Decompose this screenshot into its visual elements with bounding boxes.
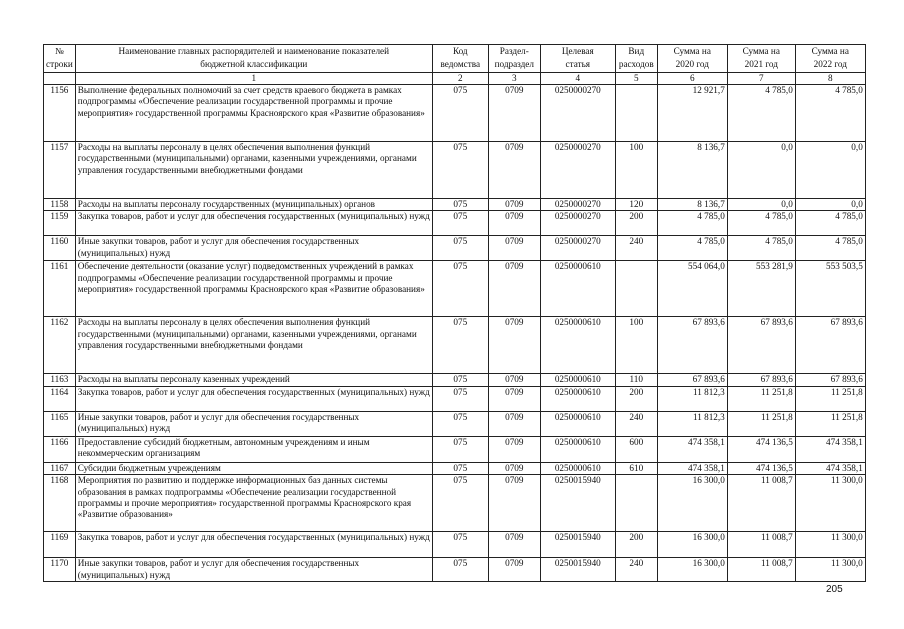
cell-sum-2022: 0,0: [795, 199, 865, 211]
cell-sum-2021: 11 251,8: [727, 411, 795, 436]
cell-section: 0709: [488, 236, 540, 261]
column-number: [44, 73, 76, 85]
cell-name: Расходы на выплаты персоналу казенных учреждений: [75, 374, 432, 386]
cell-sum-2021: 11 008,7: [727, 475, 795, 532]
column-number: 5: [615, 73, 657, 85]
header-sum-2022: Сумма на 2022 год: [795, 45, 865, 73]
cell-sum-2021: 67 893,6: [727, 374, 795, 386]
cell-sum-2022: 4 785,0: [795, 211, 865, 236]
cell-target-article: 0250015940: [540, 475, 615, 532]
column-number: 7: [727, 73, 795, 85]
cell-sum-2020: 16 300,0: [657, 558, 727, 582]
table-row: [44, 236, 866, 261]
header-sum-2021: Сумма на 2021 год: [727, 45, 795, 73]
cell-section: 0709: [488, 558, 540, 582]
cell-expense-kind: 240: [615, 411, 657, 436]
cell-dept-code: 075: [432, 374, 488, 386]
cell-row-number: 1166: [44, 436, 76, 462]
column-number: 8: [795, 73, 865, 85]
cell-name: Закупка товаров, работ и услуг для обеспечения государственных (муниципальных) нужд: [75, 386, 432, 411]
table-row: [44, 142, 866, 199]
cell-sum-2022: 11 300,0: [795, 558, 865, 582]
table-row: [44, 411, 866, 436]
cell-name: Расходы на выплаты персоналу в целях обеспечения выполнения функций государственными (муниципальными) органами, казенными учреждениями, органами управления государственными внебюджетными фондами: [75, 317, 432, 374]
cell-sum-2022: 11 251,8: [795, 411, 865, 436]
cell-row-number: 1161: [44, 261, 76, 317]
cell-target-article: 0250000610: [540, 317, 615, 374]
cell-sum-2022: 11 300,0: [795, 475, 865, 532]
cell-sum-2021: 4 785,0: [727, 85, 795, 142]
table-row: [44, 261, 866, 317]
cell-sum-2021: 0,0: [727, 199, 795, 211]
cell-sum-2022: 67 893,6: [795, 374, 865, 386]
cell-sum-2020: 554 064,0: [657, 261, 727, 317]
cell-row-number: 1159: [44, 211, 76, 236]
cell-expense-kind: 100: [615, 142, 657, 199]
column-number: 4: [540, 73, 615, 85]
cell-expense-kind: [615, 261, 657, 317]
cell-sum-2022: 4 785,0: [795, 236, 865, 261]
cell-row-number: 1156: [44, 85, 76, 142]
cell-section: 0709: [488, 411, 540, 436]
cell-sum-2022: 67 893,6: [795, 317, 865, 374]
cell-name: Расходы на выплаты персоналу государственных (муниципальных) органов: [75, 199, 432, 211]
cell-row-number: 1167: [44, 462, 76, 474]
cell-target-article: 0250000610: [540, 462, 615, 474]
table-row: [44, 374, 866, 386]
cell-sum-2021: 67 893,6: [727, 317, 795, 374]
header-name: Наименование главных распорядителей и наименование показателей бюджетной классификации: [75, 45, 432, 73]
cell-target-article: 0250000610: [540, 261, 615, 317]
cell-sum-2022: 553 503,5: [795, 261, 865, 317]
cell-name: Субсидии бюджетным учреждениям: [75, 462, 432, 474]
cell-sum-2021: 474 136,5: [727, 436, 795, 462]
cell-dept-code: 075: [432, 85, 488, 142]
cell-row-number: 1162: [44, 317, 76, 374]
column-number: 6: [657, 73, 727, 85]
cell-sum-2021: 0,0: [727, 142, 795, 199]
cell-sum-2020: 16 300,0: [657, 532, 727, 558]
cell-sum-2021: 4 785,0: [727, 236, 795, 261]
cell-target-article: 0250000610: [540, 374, 615, 386]
cell-dept-code: 075: [432, 532, 488, 558]
table-row: [44, 436, 866, 462]
cell-name: Расходы на выплаты персоналу в целях обеспечения выполнения функций государственными (муниципальными) органами, казенными учреждениями, органами управления государственными внебюджетными фондами: [75, 142, 432, 199]
cell-expense-kind: 200: [615, 532, 657, 558]
cell-name: Закупка товаров, работ и услуг для обеспечения государственных (муниципальных) нужд: [75, 211, 432, 236]
header-expense-kind: Вид расходов: [615, 45, 657, 73]
cell-sum-2020: 11 812,3: [657, 411, 727, 436]
cell-sum-2020: 67 893,6: [657, 317, 727, 374]
page-number: 205: [826, 584, 843, 595]
cell-sum-2020: 4 785,0: [657, 236, 727, 261]
cell-name: Иные закупки товаров, работ и услуг для обеспечения государственных (муниципальных) нужд: [75, 236, 432, 261]
cell-name: Обеспечение деятельности (оказание услуг) подведомственных учреждений в рамках подпрограммы «Обеспечение реализации государственной программы и прочие мероприятия» государственной программы Красноярского края «Развитие образования»: [75, 261, 432, 317]
cell-section: 0709: [488, 462, 540, 474]
cell-sum-2020: 8 136,7: [657, 142, 727, 199]
cell-expense-kind: [615, 475, 657, 532]
cell-target-article: 0250015940: [540, 558, 615, 582]
cell-name: Закупка товаров, работ и услуг для обеспечения государственных (муниципальных) нужд: [75, 532, 432, 558]
cell-row-number: 1164: [44, 386, 76, 411]
cell-name: Мероприятия по развитию и поддержке информационных баз данных системы образования в рамках подпрограммы «Обеспечение реализации государственной программы и прочие мероприятия» государственной программы Красноярского края «Развитие образования»: [75, 475, 432, 532]
table-row: [44, 558, 866, 582]
table-row: [44, 211, 866, 236]
cell-section: 0709: [488, 211, 540, 236]
header-dept-code: Код ведомства: [432, 45, 488, 73]
cell-expense-kind: 600: [615, 436, 657, 462]
cell-sum-2021: 474 136,5: [727, 462, 795, 474]
cell-section: 0709: [488, 199, 540, 211]
cell-section: 0709: [488, 386, 540, 411]
cell-sum-2021: 11 251,8: [727, 386, 795, 411]
column-number-row: [44, 73, 866, 85]
cell-sum-2020: 16 300,0: [657, 475, 727, 532]
cell-section: 0709: [488, 85, 540, 142]
header-row: [44, 45, 866, 73]
table-row: [44, 475, 866, 532]
cell-sum-2020: 8 136,7: [657, 199, 727, 211]
cell-target-article: 0250000610: [540, 436, 615, 462]
cell-row-number: 1168: [44, 475, 76, 532]
cell-sum-2022: 11 300,0: [795, 532, 865, 558]
cell-target-article: 0250000270: [540, 236, 615, 261]
cell-row-number: 1169: [44, 532, 76, 558]
table-row: [44, 199, 866, 211]
cell-target-article: 0250000270: [540, 199, 615, 211]
cell-sum-2020: 474 358,1: [657, 462, 727, 474]
cell-expense-kind: 120: [615, 199, 657, 211]
cell-row-number: 1157: [44, 142, 76, 199]
cell-section: 0709: [488, 142, 540, 199]
cell-dept-code: 075: [432, 142, 488, 199]
cell-dept-code: 075: [432, 475, 488, 532]
cell-dept-code: 075: [432, 199, 488, 211]
cell-section: 0709: [488, 532, 540, 558]
cell-sum-2021: 553 281,9: [727, 261, 795, 317]
cell-row-number: 1160: [44, 236, 76, 261]
column-number: 3: [488, 73, 540, 85]
table-row: [44, 386, 866, 411]
cell-name: Предоставление субсидий бюджетным, автономным учреждениям и иным некоммерческим организациям: [75, 436, 432, 462]
cell-sum-2021: 4 785,0: [727, 211, 795, 236]
header-section: Раздел- подраздел: [488, 45, 540, 73]
cell-name: Иные закупки товаров, работ и услуг для обеспечения государственных (муниципальных) нужд: [75, 411, 432, 436]
table-row: [44, 532, 866, 558]
column-number: 2: [432, 73, 488, 85]
cell-sum-2021: 11 008,7: [727, 532, 795, 558]
table-row: [44, 317, 866, 374]
budget-table: [43, 44, 866, 582]
cell-sum-2020: 67 893,6: [657, 374, 727, 386]
cell-target-article: 0250000610: [540, 411, 615, 436]
cell-dept-code: 075: [432, 211, 488, 236]
cell-sum-2022: 11 251,8: [795, 386, 865, 411]
cell-expense-kind: 100: [615, 317, 657, 374]
cell-dept-code: 075: [432, 386, 488, 411]
cell-dept-code: 075: [432, 261, 488, 317]
cell-section: 0709: [488, 317, 540, 374]
column-number: 1: [75, 73, 432, 85]
table-row: [44, 85, 866, 142]
cell-sum-2020: 11 812,3: [657, 386, 727, 411]
cell-target-article: 0250000610: [540, 386, 615, 411]
cell-expense-kind: 240: [615, 236, 657, 261]
cell-row-number: 1163: [44, 374, 76, 386]
cell-row-number: 1170: [44, 558, 76, 582]
cell-sum-2022: 474 358,1: [795, 462, 865, 474]
cell-sum-2022: 0,0: [795, 142, 865, 199]
header-sum-2020: Сумма на 2020 год: [657, 45, 727, 73]
cell-target-article: 0250000270: [540, 85, 615, 142]
cell-sum-2022: 4 785,0: [795, 85, 865, 142]
cell-expense-kind: 200: [615, 211, 657, 236]
header-row-number: № строки: [44, 45, 76, 73]
cell-row-number: 1165: [44, 411, 76, 436]
cell-sum-2022: 474 358,1: [795, 436, 865, 462]
cell-expense-kind: [615, 85, 657, 142]
cell-name: Выполнение федеральных полномочий за счет средств краевого бюджета в рамках подпрограммы «Обеспечение реализации государственной программы и прочие мероприятия» государственной программы Красноярского края «Развитие образования»: [75, 85, 432, 142]
cell-section: 0709: [488, 475, 540, 532]
cell-target-article: 0250015940: [540, 532, 615, 558]
cell-dept-code: 075: [432, 411, 488, 436]
cell-row-number: 1158: [44, 199, 76, 211]
cell-dept-code: 075: [432, 558, 488, 582]
cell-expense-kind: 110: [615, 374, 657, 386]
cell-dept-code: 075: [432, 462, 488, 474]
table-row: [44, 462, 866, 474]
cell-sum-2021: 11 008,7: [727, 558, 795, 582]
cell-name: Иные закупки товаров, работ и услуг для обеспечения государственных (муниципальных) нужд: [75, 558, 432, 582]
cell-expense-kind: 200: [615, 386, 657, 411]
header-target-article: Целевая статья: [540, 45, 615, 73]
cell-section: 0709: [488, 436, 540, 462]
cell-expense-kind: 610: [615, 462, 657, 474]
cell-sum-2020: 12 921,7: [657, 85, 727, 142]
cell-target-article: 0250000270: [540, 211, 615, 236]
cell-target-article: 0250000270: [540, 142, 615, 199]
cell-dept-code: 075: [432, 236, 488, 261]
cell-sum-2020: 474 358,1: [657, 436, 727, 462]
cell-dept-code: 075: [432, 436, 488, 462]
cell-dept-code: 075: [432, 317, 488, 374]
cell-section: 0709: [488, 261, 540, 317]
cell-sum-2020: 4 785,0: [657, 211, 727, 236]
cell-expense-kind: 240: [615, 558, 657, 582]
cell-section: 0709: [488, 374, 540, 386]
